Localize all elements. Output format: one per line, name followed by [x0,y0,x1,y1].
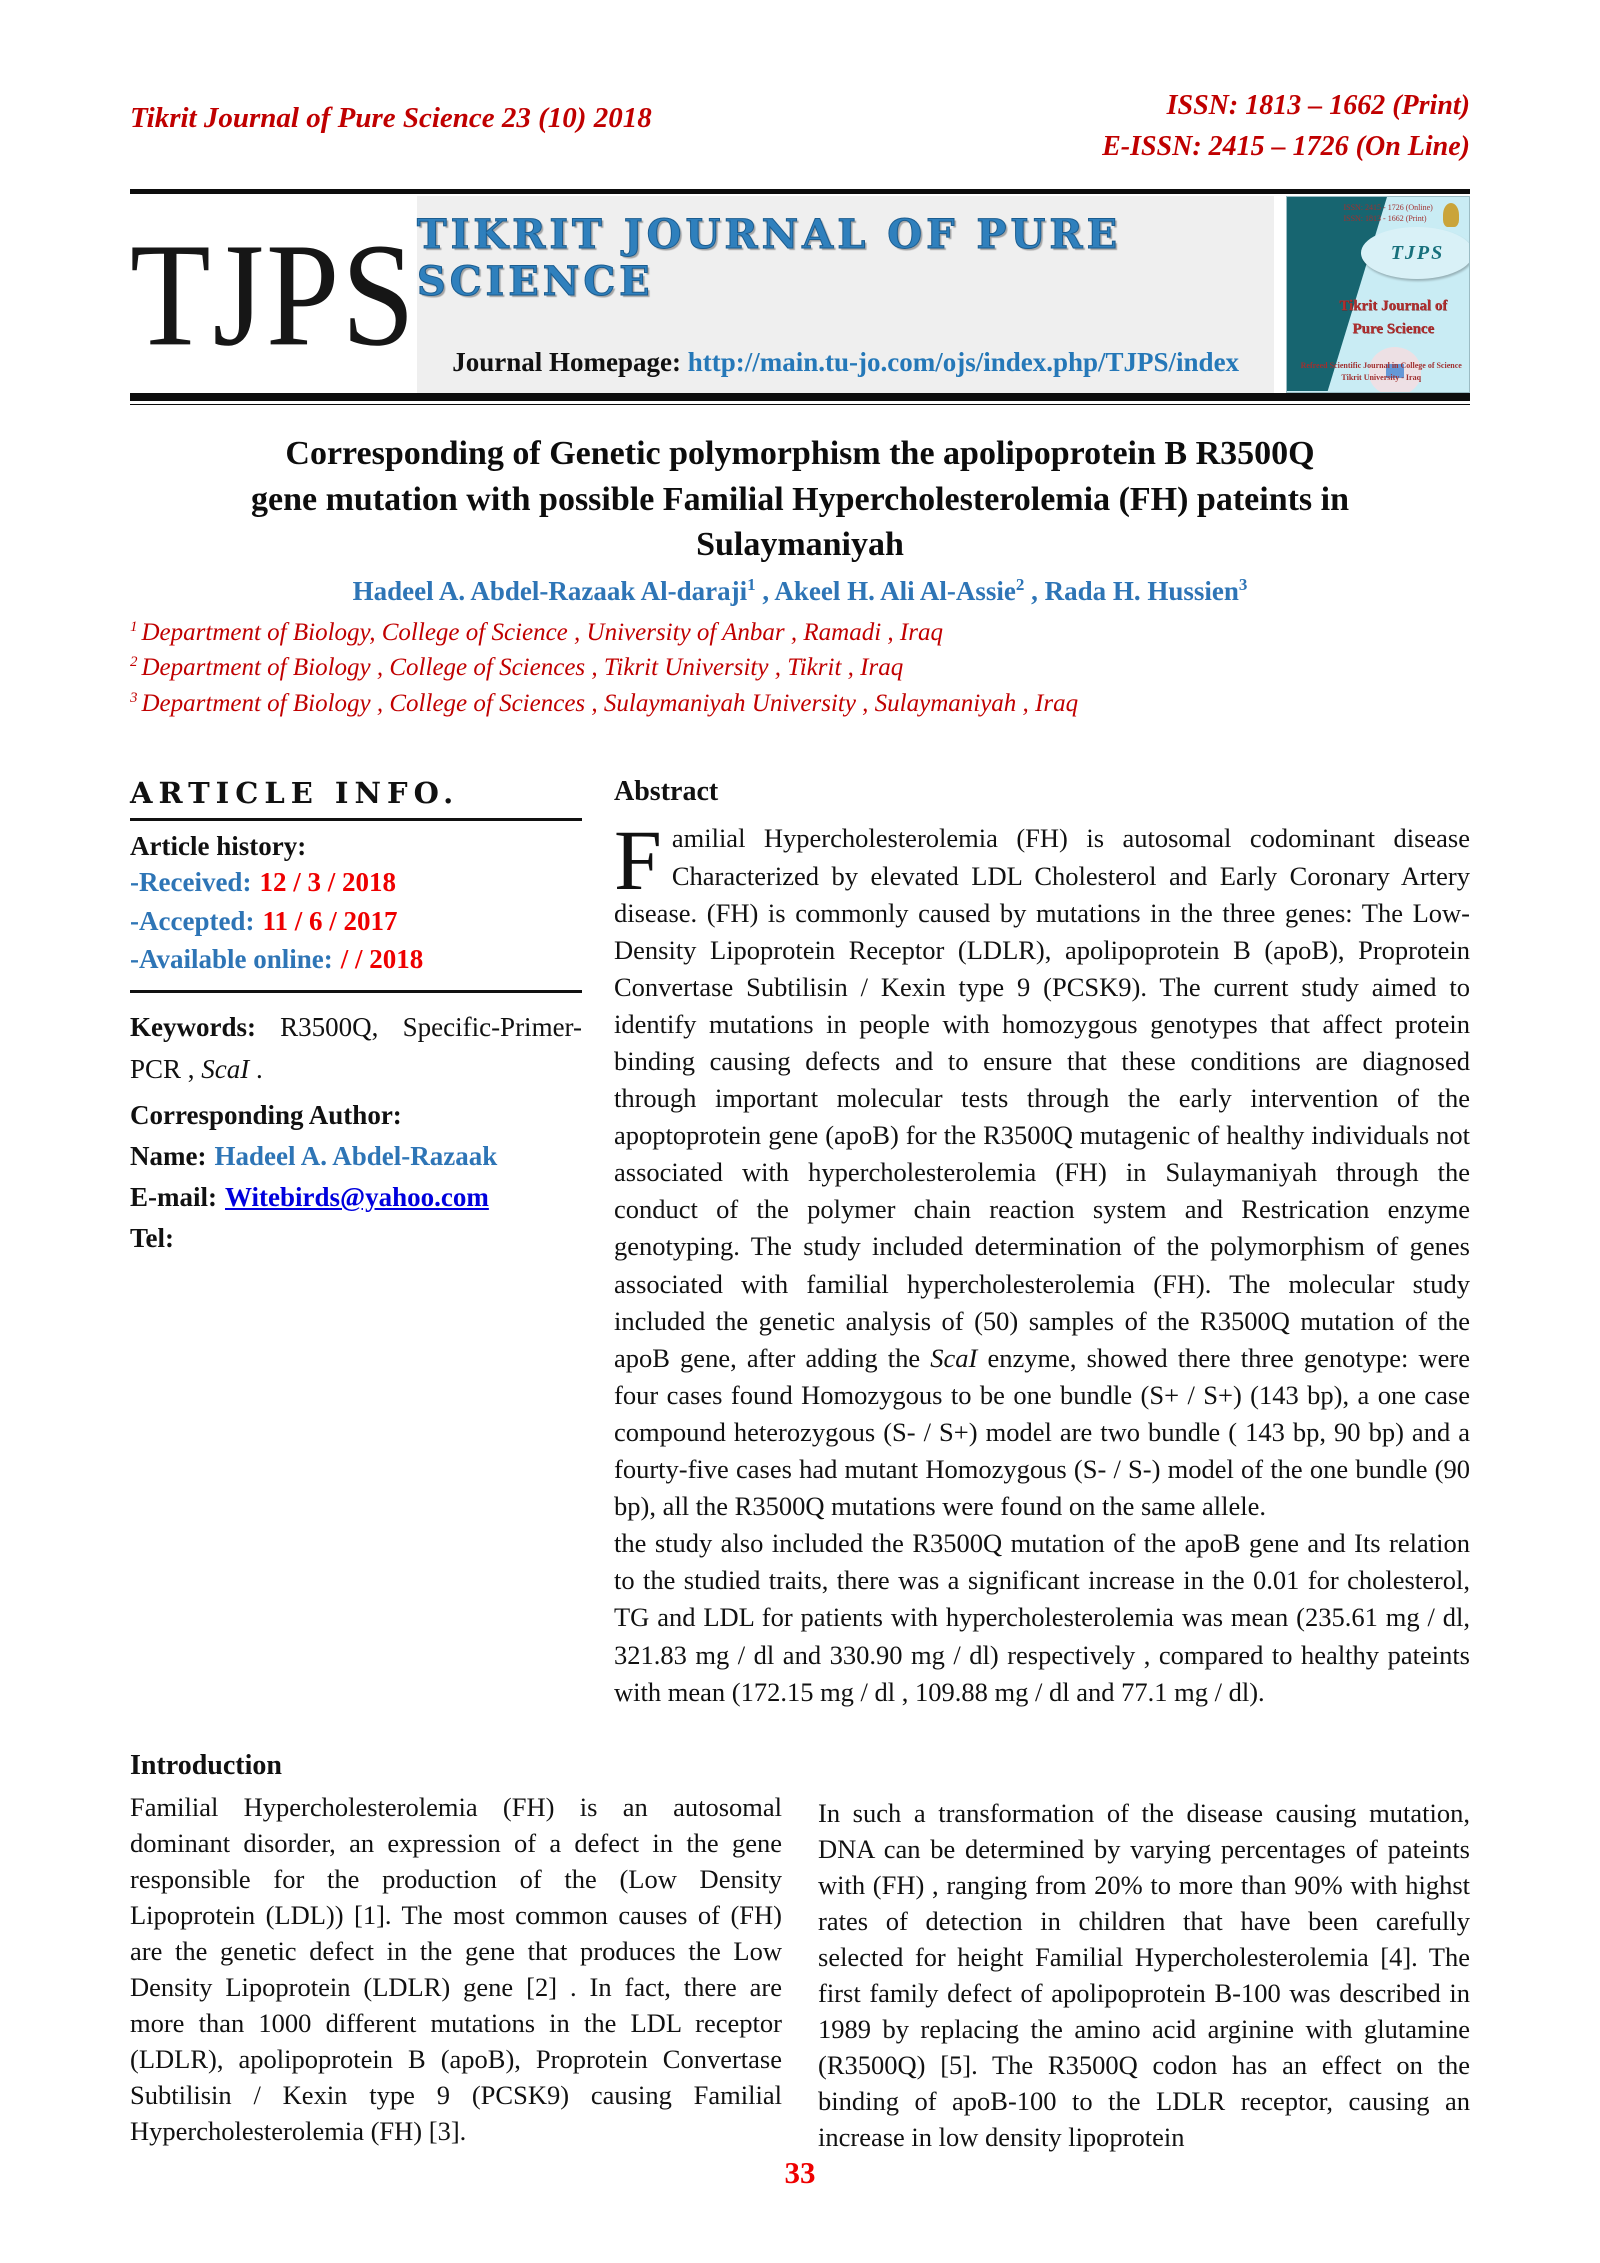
article-info-rule-bottom [130,990,582,993]
corresponding-author-label: Corresponding Author: [130,1100,402,1131]
banner-bottom-rule-thick [130,393,1470,401]
author-3: Rada H. Hussien [1044,575,1239,606]
email-label: E-mail: [130,1182,217,1213]
issn-block [1102,86,1470,167]
received-value: 12 / 3 / 2018 [259,867,396,898]
authors-line [130,575,1470,607]
cover-footer-text: Refreed Scientific Journal in College of Science Tikrit University - Iraq [1300,360,1462,382]
introduction-right-paragraph: In such a transformation of the disease causing mutation, DNA can be determined by varying percentages of pateints with (FH) , ranging from 20% to more than 90% with highst rates of detection in children that have been carefully selected for height Familial Hypercholesterolemia [4]. The first family defect of apolipoprotein B-100 was described in 1989 by replacing the amino acid arginine with glutamine (R3500Q) [5]. The R3500Q codon has an effect on the binding of apoB-100 to the LDLR receptor, causing an increase in low density lipoprotein [818,1797,1470,2152]
abstract-heading: Abstract [614,776,719,808]
page-header [130,86,1470,167]
article-info-heading: ARTICLE INFO. [130,776,460,811]
keywords-enzyme: ScaI [201,1053,250,1084]
available-online-label: -Available online: [130,944,333,975]
abstract-dropcap: F [614,812,662,909]
cover-tjps-oval: TJPS [1361,227,1470,279]
author-1-sup: 1 [747,574,756,594]
available-online-value: / / 2018 [340,944,424,975]
author-sep-1: , [755,575,775,606]
author-sep-2: , [1024,575,1045,606]
homepage-link[interactable]: http://main.tu-jo.com/ojs/index.php/TJPS/index [687,347,1240,378]
accepted-label: -Accepted: [130,905,255,936]
cover-journal-title: Tikrit Journal of Pure Science [1339,298,1448,337]
journal-issue-line: Tikrit Journal of Pure Science 23 (10) 2018 [130,102,652,134]
journal-cover-thumbnail [1286,196,1470,392]
homepage-label: Journal Homepage: [452,347,681,378]
page-footer [130,2155,1470,2263]
introduction-heading: Introduction [130,1749,282,1781]
article-title [130,431,1470,567]
name-value: Hadeel A. Abdel-Razaak [214,1141,498,1172]
introduction-left-paragraph: Familial Hypercholesterolemia (FH) is an autosomal dominant disorder, an expression of a defect in the gene responsible for the production of the (Low Density Lipoprotein (LDL)) [1]. The most common causes of (FH) are the genetic defect in the gene that produces the Low Density Lipoprotein (LDLR) gene [2] . In fact, there are more than 1000 different mutations in the LDL receptor (LDLR), apolipoprotein B (apoB), Proprotein Convertase Subtilisin / Kexin type 9 (PCSK9) causing Familial Hypercholesterolemia (FH) [3]. [130,1791,782,2147]
affiliations [130,615,1470,722]
received-line [130,864,582,900]
journal-title: TIKRIT JOURNAL OF PURE SCIENCE [416,211,1122,306]
affiliation-1: $^1$ Department of Biology, College of Science , University of Anbar , Ramadi , Iraq [130,618,943,646]
journal-homepage-line [452,347,1239,378]
accepted-line [130,903,582,939]
accepted-value: 11 / 6 / 2017 [262,905,398,936]
article-title-line1: Corresponding of Genetic polymorphism the apolipoprotein B R3500Q [285,435,1315,473]
email-link[interactable]: Witebirds@yahoo.com [225,1182,489,1213]
article-history-label: Article history: [130,831,307,862]
author-2: Akeel H. Ali Al-Assie [774,575,1016,606]
email-line [130,1182,582,1213]
main-columns [130,776,1470,1710]
banner-center [417,196,1275,392]
keywords-tail: . [249,1053,263,1084]
affiliation-3: $^3$ Department of Biology , College of Sciences , Sulaymaniyah University , Sulaymaniyah , Iraq [130,689,1079,717]
page-number: 33 [784,2155,816,2190]
article-info-rule-top [130,818,582,821]
cover-medal-icon [1443,203,1459,227]
banner-bottom-rule-thin [130,404,1470,406]
logo-cell [130,196,417,392]
introduction-right-column [818,1747,1470,2155]
author-3-sup: 3 [1238,574,1248,594]
abstract-paragraph-2: the study also included the R3500Q mutation of the apoB gene and Its relation to the studied traits, there was a significant increase in the 0.01 for cholesterol, TG and LDL for patients with hypercholesterolemia was mean (235.61 mg / dl, 321.83 mg / dl and 330.90 mg / dl) respectively , compared to healthy pateints with mean (172.15 mg / dl , 109.88 mg / dl and 77.1 mg / dl). [614,1528,1470,1707]
available-online-line [130,941,582,977]
issn-print: ISSN: 1813 – 1662 (Print) [1166,90,1470,121]
issn-online: E-ISSN: 2415 – 1726 (On Line) [1102,130,1470,162]
abstract-section [614,776,1470,1710]
tel-line [130,1223,582,1254]
introduction-left-column [130,1747,782,2155]
keywords-block [130,1007,582,1091]
introduction-section [130,1747,1470,2155]
abstract-enzyme-italic: ScaI [930,1342,978,1373]
article-title-line2: gene mutation with possible Familial Hypercholesterolemia (FH) pateints in [250,480,1350,518]
tjps-logo-text: TJPS [130,212,417,377]
cover-issn-lines: ISSN: 2415 - 1726 (Online) ISSN: 1813 - 1662 (Print) [1343,203,1433,223]
article-title-line3: Sulaymaniyah [696,525,904,563]
abstract-paragraph-1: Familial Hypercholesterolemia (FH) is autosomal codominant disease Characterized by elevated LDL Cholesterol and Early Coronary Artery disease. (FH) is commonly caused by mutations in the three genes: The Low-Density Lipoprotein Receptor (LDLR), apolipoprotein B (apoB), Proprotein Convertase Subtilisin / Kexin type 9 (PCSK9). The current study aimed to identify mutations in people with homozygous genotypes that affect protein binding causing defects and to ensure that these conditions are diagnosed through important molecular tests through the early intervention of the apoptoprotein gene (apoB) for the R3500Q mutagenic of healthy individuals not associated with hypercholesterolemia (FH) in Sulaymaniyah through the conduct of the polymer chain reaction system and Restrication enzyme genotyping. The study included determination of the polymorphism of genes associated with familial hypercholesterolemia (FH). The molecular study included the genetic analysis of (50) samples of the R3500Q mutation of the apoB gene, after adding the ScaI enzyme, showed there three genotype: were four cases found Homozygous to be one bundle (S+ / S+) (143 bp), a one case compound heterozygous (S- / S+) model are two bundle ( 143 bp, 90 bp) and a fourty-five cases had mutant Homozygous (S- / S-) model of the one bundle (90 bp), all the R3500Q mutations were found on the same allele. [614,812,1470,1522]
author-1: Hadeel A. Abdel-Razaak Al-daraji [352,575,748,606]
keywords-value: R3500Q, Specific-Primer-PCR , [130,1011,582,1084]
journal-banner [130,194,1470,392]
abstract-text [614,812,1470,1710]
affiliation-2: $^2$ Department of Biology , College of Sciences , Tikrit University , Tikrit , Iraq [130,654,904,682]
corresponding-name-line [130,1141,582,1172]
article-info-panel [130,776,582,1710]
received-label: -Received: [130,867,252,898]
keywords-label: Keywords: [130,1011,256,1042]
name-label: Name: [130,1141,207,1172]
author-2-sup: 2 [1015,574,1025,594]
tel-label: Tel: [130,1223,175,1254]
